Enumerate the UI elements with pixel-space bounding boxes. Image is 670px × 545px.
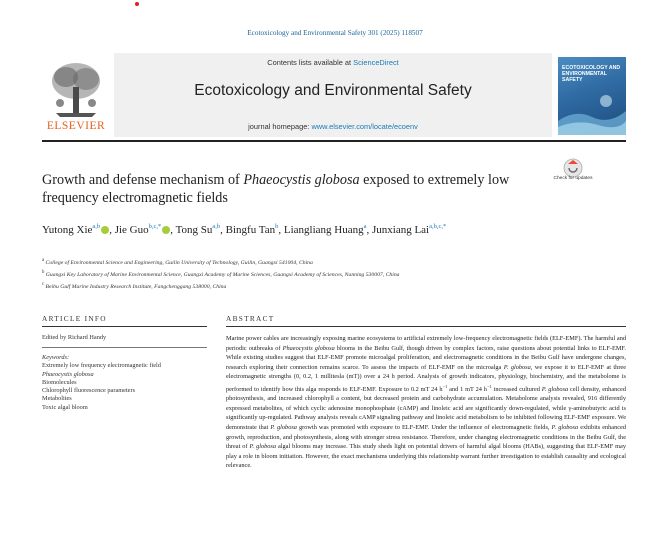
keywords-heading: Keywords: [42,354,70,361]
author-name[interactable]: Yutong Xie [42,224,93,236]
author-affiliation-marker[interactable]: a [363,223,367,230]
red-marker-dot [135,2,139,6]
contents-available-line [114,58,552,67]
cover-title: ECOTOXICOLOGY AND ENVIRONMENTAL SAFETY [562,65,621,83]
keyword-item: Toxic algal bloom [42,403,88,411]
author-affiliation-marker[interactable]: a,b [92,223,101,230]
elsevier-wordmark: ELSEVIER [46,120,106,132]
author-name[interactable]: Tong Su [175,224,213,236]
title-part-1: Growth and defense mechanism of [42,172,244,188]
affiliation-item: $^b$ Guangxi Key Laboratory of Marine Environmental Science, Guangxi Academy of Marine Sciences, Guangxi Academy of Sciences, Nanning 530007, China [42,269,400,278]
keywords-block [42,354,212,412]
orcid-icon[interactable] [101,226,109,234]
article-info-divider [42,347,207,348]
abstract-heading: ABSTRACT [226,314,275,323]
keyword-item: Metabolites [42,395,72,403]
author-name[interactable]: Bingfu Tan [225,224,276,236]
keyword-list [42,362,212,412]
journal-homepage-line [114,122,552,131]
article-info-rule [42,326,207,327]
sciencedirect-link[interactable]: ScienceDirect [353,58,399,67]
cover-artwork [558,91,626,135]
edited-by: Edited by Richard Handy [42,334,107,341]
author-affiliation-marker[interactable]: b,c,* [148,223,162,230]
check-for-updates-icon[interactable] [558,157,588,187]
author-list: Yutong Xie$^{a,b}$ , Jie Guo$^{b,c,*}$ , Tong Su$^{a,b}$, Bingfu Tan$^b$, Liangliang Huang$^a$, Junxiang Lai$^{a,b,c,*}$ [42,223,447,236]
article-info-heading: ARTICLE INFO [42,314,107,323]
header-rule [42,140,626,142]
title-part-2: exposed to extremely low frequency electromagnetic fields [42,172,510,206]
journal-cover-thumbnail[interactable] [558,57,626,135]
author-name[interactable]: Jie Guo [114,224,149,236]
author-affiliation-marker[interactable]: a,b [212,223,221,230]
orcid-icon[interactable] [162,226,170,234]
article-title [42,172,542,207]
affiliation-item: $^a$ College of Environmental Science and Engineering, Guilin University of Technology, Guilin, Guangxi 541004, China [42,258,313,266]
homepage-prefix: journal homepage: [248,122,310,131]
keyword-item: Chlorophyll fluorescence parameters [42,387,136,395]
author-name[interactable]: Junxiang Lai [371,224,430,236]
journal-citation[interactable]: Ecotoxicology and Environmental Safety 301 (2025) 118507 [247,29,423,37]
author-name[interactable]: Liangliang Huang [283,224,364,236]
journal-name: Ecotoxicology and Environmental Safety [194,82,472,99]
title-species: Phaeocystis globosa [243,172,360,188]
author-affiliation-marker[interactable]: a,b,c,* [429,223,447,230]
keyword-item: Extremely low frequency electromagnetic field [42,362,161,370]
abstract-text: Marine power cables are increasingly exposing marine ecosystems to artificial extremely low-frequency electromagnetic fields (ELF-EMF). The harmful and periodic outbreaks of Phaeocystis globosa blooms in the Beibu Gulf, though driven by complex factors, raise questions about potential links to ELF-EMF. While existing studies suggest that ELF-EMF promote microalgal proliferation, and electromagnetic conditions in the Beibu Gulf have undergone changes, research exploring their connection remains scarce. To assess the impacts of ELF-EMF on the microalga P. globosa, we expose it to ELF-EMF at three electromagnetic strengths (0, 0.2, 1 millitesla (mT)) over a 24 h period. Analysis of growth indicators, physiology, biochemistry, and the metabolome is performed to identify how this alga responds to ELF-EMF. Exposure to 0.2 mT 24 $h^{-1}$ and 1 mT 24 $h^{-1}$ increased cultured P. globosa cell density, enhanced photosynthesis, and increased chlorophyll a content, but decreased protein and carbohydrate accumulation. Metabolome analysis revealed, 916 differently expressed metabolites, of which cyclic adenosine monophosphate (cAMP) and linoleic acid are significantly down-regulated, while γ-aminobutyric acid is significantly up-regulated. Pathway analysis reveals cAMP signaling pathway and linoleic acid metabolism to be inhibited following ELF-EMF exposure. We demonstrate that P. globosa growth was promoted with exposure to ELF-EMF. Under the influence of electromagnetic fields, P. globosa exhibits enhanced growth, reproduction, and photosynthesis, along with stronger stress resistance. Therefore, under changing electromagnetic conditions in the Beibu Gulf, the threat of P. globosa algal blooms may increase. This study sheds light on potential drivers of harmful algal blooms (HABs), suggesting that ELF-EMF may play a role in bloom initiation. However, the exact mechanisms underlying this relationship warrant further investigation to establish causality and ecological relevance. [226,335,627,470]
keyword-item: Phaeocystis globosa [42,370,94,378]
abstract-rule [226,326,626,327]
affiliation-list [42,256,622,292]
homepage-link[interactable]: www.elsevier.com/locate/ecoenv [311,122,418,131]
author-affiliation-marker[interactable]: b [275,223,279,230]
contents-prefix: Contents lists available at [267,58,352,67]
keyword-item: Biomolecules [42,378,77,386]
affiliation-item: $^c$ Beibu Gulf Marine Industry Research Institute, Fangchenggang 538000, China [42,281,227,290]
check-for-updates-label[interactable]: Check for updates [553,176,593,181]
